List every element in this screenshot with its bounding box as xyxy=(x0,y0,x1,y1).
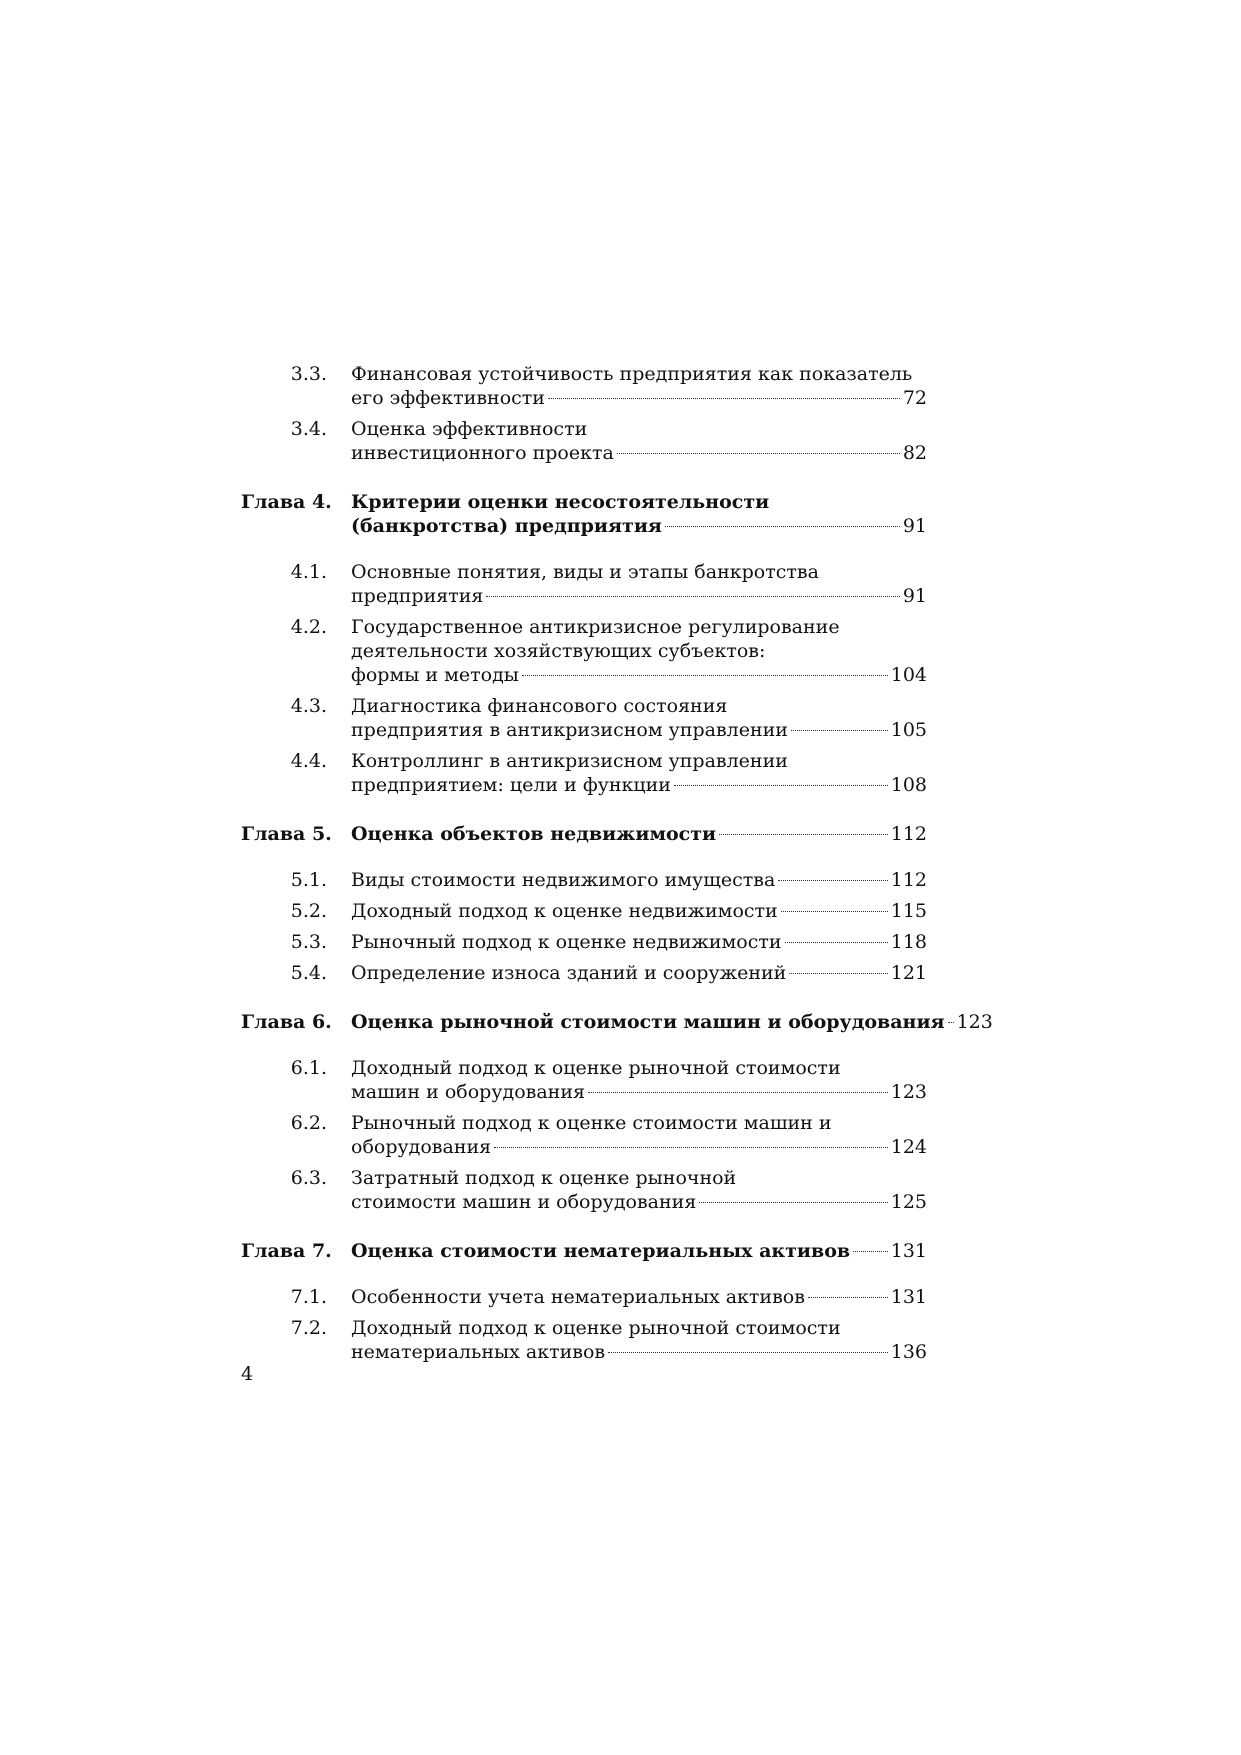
toc-entry-title-line: Доходный подход к оценке рыночной стоимости xyxy=(351,1317,841,1339)
toc-entry-page: 112 xyxy=(890,869,927,891)
dot-leader xyxy=(948,1022,954,1023)
toc-entry-number: 6.2. xyxy=(290,1112,327,1134)
toc-entry-title-line: (банкротства) предприятия xyxy=(351,515,662,537)
toc-entry-title-line: Оценка стоимости нематериальных активов xyxy=(351,1240,851,1262)
dot-leader xyxy=(588,1092,888,1093)
toc-entry-title-line: стоимости машин и оборудования xyxy=(351,1191,697,1213)
toc-entry-title-line: формы и методы xyxy=(351,664,519,686)
toc-entry-title xyxy=(351,1111,927,1159)
toc-section-entry[interactable] xyxy=(241,615,927,687)
toc-entry-title-line: инвестиционного проекта xyxy=(351,442,614,464)
toc-entry-title xyxy=(351,749,927,797)
toc-entry-title-line: Рыночный подход к оценке недвижимости xyxy=(351,931,782,953)
toc-section-entry[interactable] xyxy=(241,1056,927,1104)
dot-leader xyxy=(494,1147,888,1148)
toc-section-entry[interactable] xyxy=(241,1316,927,1364)
toc-section-entry[interactable] xyxy=(241,1285,927,1309)
toc-entry-title-line: машин и оборудования xyxy=(351,1081,585,1103)
toc-entry-page: 91 xyxy=(902,585,927,607)
toc-entry-title-line: Оценка рыночной стоимости машин и оборудования xyxy=(351,1011,945,1033)
dot-leader xyxy=(789,973,887,974)
toc-entry-page: 136 xyxy=(890,1341,927,1363)
dot-leader xyxy=(699,1202,887,1203)
toc-entry-title-line: Оценка эффективности xyxy=(351,418,588,440)
toc-entry-title xyxy=(351,961,927,985)
toc-section-entry[interactable] xyxy=(241,930,927,954)
toc-entry-title-line: Финансовая устойчивость предприятия как показатель xyxy=(351,363,913,385)
toc-entry-title-line: Рыночный подход к оценке стоимости машин и xyxy=(351,1112,832,1134)
toc-section-entry[interactable] xyxy=(241,1166,927,1214)
toc-entry-number: 3.3. xyxy=(290,363,327,385)
dot-leader xyxy=(522,675,888,676)
toc-entry-title-line: Виды стоимости недвижимого имущества xyxy=(351,869,776,891)
page-number: 4 xyxy=(241,1363,254,1385)
toc-section-entry[interactable] xyxy=(241,868,927,892)
toc-entry-page: 123 xyxy=(890,1081,927,1103)
toc-entry-title xyxy=(351,417,927,465)
toc-entry-title-line: предприятием: цели и функции xyxy=(351,774,671,796)
toc-entry-number: 5.3. xyxy=(290,931,327,953)
toc-entry-number: 4.2. xyxy=(290,616,327,638)
toc-entry-title xyxy=(351,694,927,742)
toc-entry-page: 123 xyxy=(956,1011,993,1033)
toc-entry-number: 3.4. xyxy=(290,418,327,440)
toc-entry-number: 4.1. xyxy=(290,561,327,583)
toc-entry-number: 4.4. xyxy=(290,750,327,772)
toc-entry-number: 5.2. xyxy=(290,900,327,922)
toc-entry-page: 105 xyxy=(890,719,927,741)
toc-entry-title-line: Оценка объектов недвижимости xyxy=(351,823,717,845)
toc-entry-page: 124 xyxy=(890,1136,927,1158)
toc-section-entry[interactable] xyxy=(241,899,927,923)
toc-section-entry[interactable] xyxy=(241,417,927,465)
toc-entry-title xyxy=(351,362,927,410)
toc-entry-page: 131 xyxy=(890,1286,927,1308)
toc-entry-page: 118 xyxy=(890,931,927,953)
toc-entry-title xyxy=(351,1285,927,1309)
toc-entry-page: 91 xyxy=(902,515,927,537)
toc-entry-number: Глава 7. xyxy=(241,1240,332,1262)
toc-entry-title xyxy=(351,1316,927,1364)
dot-leader xyxy=(665,526,900,527)
toc-entry-title xyxy=(351,930,927,954)
toc-entry-title xyxy=(351,899,927,923)
dot-leader xyxy=(486,596,899,597)
toc-section-entry[interactable] xyxy=(241,362,927,410)
toc-entry-title xyxy=(351,490,927,538)
toc-entry-title-line: деятельности хозяйствующих субъектов: xyxy=(351,640,766,662)
toc-entry-page: 125 xyxy=(890,1191,927,1213)
toc-section-entry[interactable] xyxy=(241,749,927,797)
toc-entry-number: 4.3. xyxy=(290,695,327,717)
toc-section-entry[interactable] xyxy=(241,694,927,742)
dot-leader xyxy=(719,834,888,835)
toc-entry-title xyxy=(351,1239,927,1263)
toc-entry-title-line: Государственное антикризисное регулирование xyxy=(351,616,840,638)
toc-entry-title-line: Контроллинг в антикризисном управлении xyxy=(351,750,788,772)
toc-entry-title-line: Доходный подход к оценке недвижимости xyxy=(351,900,778,922)
toc-entry-title-line: предприятия в антикризисном управлении xyxy=(351,719,788,741)
toc-chapter-entry[interactable] xyxy=(241,490,927,538)
toc-entry-number: 7.1. xyxy=(290,1286,327,1308)
toc-entry-title-line: Особенности учета нематериальных активов xyxy=(351,1286,805,1308)
toc-chapter-entry[interactable] xyxy=(241,1239,927,1263)
toc-entry-title-line: Диагностика финансового состояния xyxy=(351,695,728,717)
dot-leader xyxy=(781,911,888,912)
toc-entry-number: 5.4. xyxy=(290,962,327,984)
table-of-contents xyxy=(241,362,993,1371)
toc-entry-page: 108 xyxy=(890,774,927,796)
toc-entry-title xyxy=(351,1166,927,1214)
dot-leader xyxy=(808,1297,888,1298)
toc-entry-title-line: Затратный подход к оценке рыночной xyxy=(351,1167,737,1189)
toc-entry-page: 115 xyxy=(890,900,927,922)
toc-entry-page: 72 xyxy=(902,387,927,409)
toc-entry-number: 7.2. xyxy=(290,1317,327,1339)
toc-entry-number: 5.1. xyxy=(290,869,327,891)
toc-entry-title xyxy=(351,1010,993,1034)
dot-leader xyxy=(785,942,888,943)
toc-entry-page: 82 xyxy=(902,442,927,464)
toc-entry-title-line: Определение износа зданий и сооружений xyxy=(351,962,787,984)
toc-entry-title-line: Критерии оценки несостоятельности xyxy=(351,491,770,513)
dot-leader xyxy=(778,880,887,881)
toc-entry-title-line: Основные понятия, виды и этапы банкротства xyxy=(351,561,819,583)
toc-entry-number: 6.3. xyxy=(290,1167,327,1189)
dot-leader xyxy=(791,730,888,731)
toc-entry-title xyxy=(351,868,927,892)
toc-entry-title-line: оборудования xyxy=(351,1136,492,1158)
toc-section-entry[interactable] xyxy=(241,961,927,985)
toc-chapter-entry[interactable] xyxy=(241,1010,993,1034)
toc-entry-number: Глава 5. xyxy=(241,823,332,845)
toc-entry-title-line: предприятия xyxy=(351,585,484,607)
dot-leader xyxy=(617,453,900,454)
dot-leader xyxy=(674,785,888,786)
toc-section-entry[interactable] xyxy=(241,1111,927,1159)
toc-chapter-entry[interactable] xyxy=(241,822,927,846)
toc-entry-title xyxy=(351,1056,927,1104)
toc-section-entry[interactable] xyxy=(241,560,927,608)
toc-entry-number: 6.1. xyxy=(290,1057,327,1079)
toc-entry-page: 104 xyxy=(890,664,927,686)
toc-entry-title xyxy=(351,615,927,687)
toc-entry-title xyxy=(351,560,927,608)
toc-entry-page: 112 xyxy=(890,823,927,845)
toc-entry-page: 131 xyxy=(890,1240,927,1262)
toc-entry-title-line: Доходный подход к оценке рыночной стоимости xyxy=(351,1057,841,1079)
dot-leader xyxy=(548,398,900,399)
toc-entry-title-line: его эффективности xyxy=(351,387,545,409)
toc-entry-title-line: нематериальных активов xyxy=(351,1341,606,1363)
toc-entry-page: 121 xyxy=(890,962,927,984)
dot-leader xyxy=(608,1352,888,1353)
toc-entry-number: Глава 4. xyxy=(241,491,332,513)
dot-leader xyxy=(853,1251,888,1252)
toc-entry-title xyxy=(351,822,927,846)
toc-entry-number: Глава 6. xyxy=(241,1011,332,1033)
